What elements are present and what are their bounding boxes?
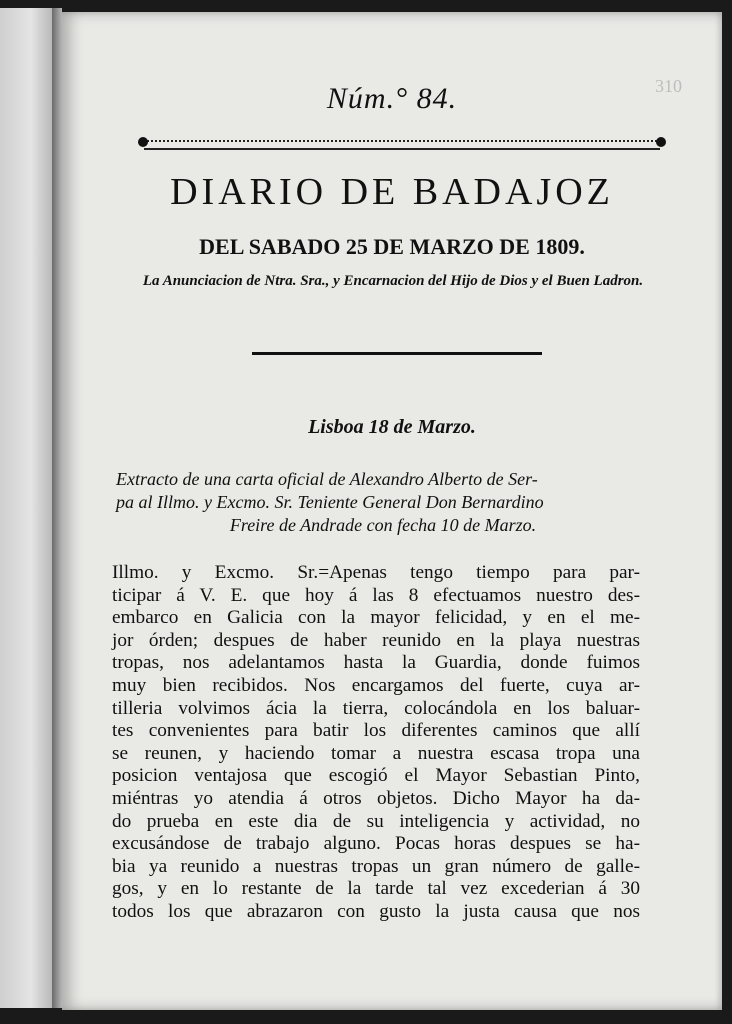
article-body [112, 562, 640, 924]
left-page-edge [0, 8, 52, 1008]
body-line: todos los que abrazaron con gusto la justa causa que nos [112, 900, 640, 922]
body-line: bia ya reunido a nuestras tropas un gran número de galle- [112, 855, 640, 877]
newspaper-page [62, 12, 722, 1010]
abstract-line: Extracto de una carta oficial de Alexandro Alberto de Ser- [116, 469, 538, 489]
abstract-line: pa al Illmo. y Excmo. Sr. Teniente General Don Bernardino [116, 492, 544, 512]
body-line: miéntras yo atendia á otros objetos. Dicho Mayor ha da- [112, 787, 640, 809]
abstract-line: Freire de Andrade con fecha 10 de Marzo. [229, 515, 537, 535]
body-line: tes convenientes para batir los diferentes caminos que allí [112, 720, 640, 742]
issue-number: Núm.° 84. [326, 82, 458, 115]
body-line: ticipar á V. E. que hoy á las 8 efectuamos nuestro des- [112, 584, 640, 606]
body-line: do prueba en este dia de su inteligencia y actividad, no [112, 810, 640, 832]
book-spine [52, 8, 62, 1008]
ghost-page-number: 310 [655, 76, 682, 96]
body-line: tilleria volvimos ácia la tierra, colocándola en los baluar- [112, 697, 640, 719]
body-line: Illmo. y Excmo. Sr.=Apenas tengo tiempo para par- [112, 562, 640, 583]
body-line: posicion ventajosa que escogió el Mayor Sebastian Pinto, [112, 765, 640, 787]
body-line: gos, y en lo restante de la tarde tal vez excederian á 30 [112, 878, 640, 900]
body-line: tropas, nos adelantamos hasta la Guardia, donde fuimos [112, 652, 640, 674]
section-rule [252, 352, 542, 355]
body-line: jor órden; despues de haber reunido en la playa nuestras [112, 629, 640, 651]
article-abstract [116, 468, 650, 537]
body-line: excusándose de trabajo alguno. Pocas horas despues se ha- [112, 833, 640, 855]
article-place-date: Lisboa 18 de Marzo. [308, 416, 476, 438]
body-line: embarco en Galicia con la mayor felicidad, y en el me- [112, 607, 640, 629]
body-line: muy bien recibidos. Nos encargamos del fuerte, cuya ar- [112, 674, 640, 696]
body-line: se reunen, y haciendo tomar a nuestra escasa tropa una [112, 742, 640, 764]
feast-day-line: La Anunciacion de Ntra. Sra., y Encarnacion del Hijo de Dios y el Buen Ladron. [142, 273, 644, 289]
ornamental-rule [144, 140, 660, 150]
masthead-title: DIARIO DE BADAJOZ [170, 171, 614, 213]
dateline: DEL SABADO 25 DE MARZO DE 1809. [199, 234, 585, 259]
